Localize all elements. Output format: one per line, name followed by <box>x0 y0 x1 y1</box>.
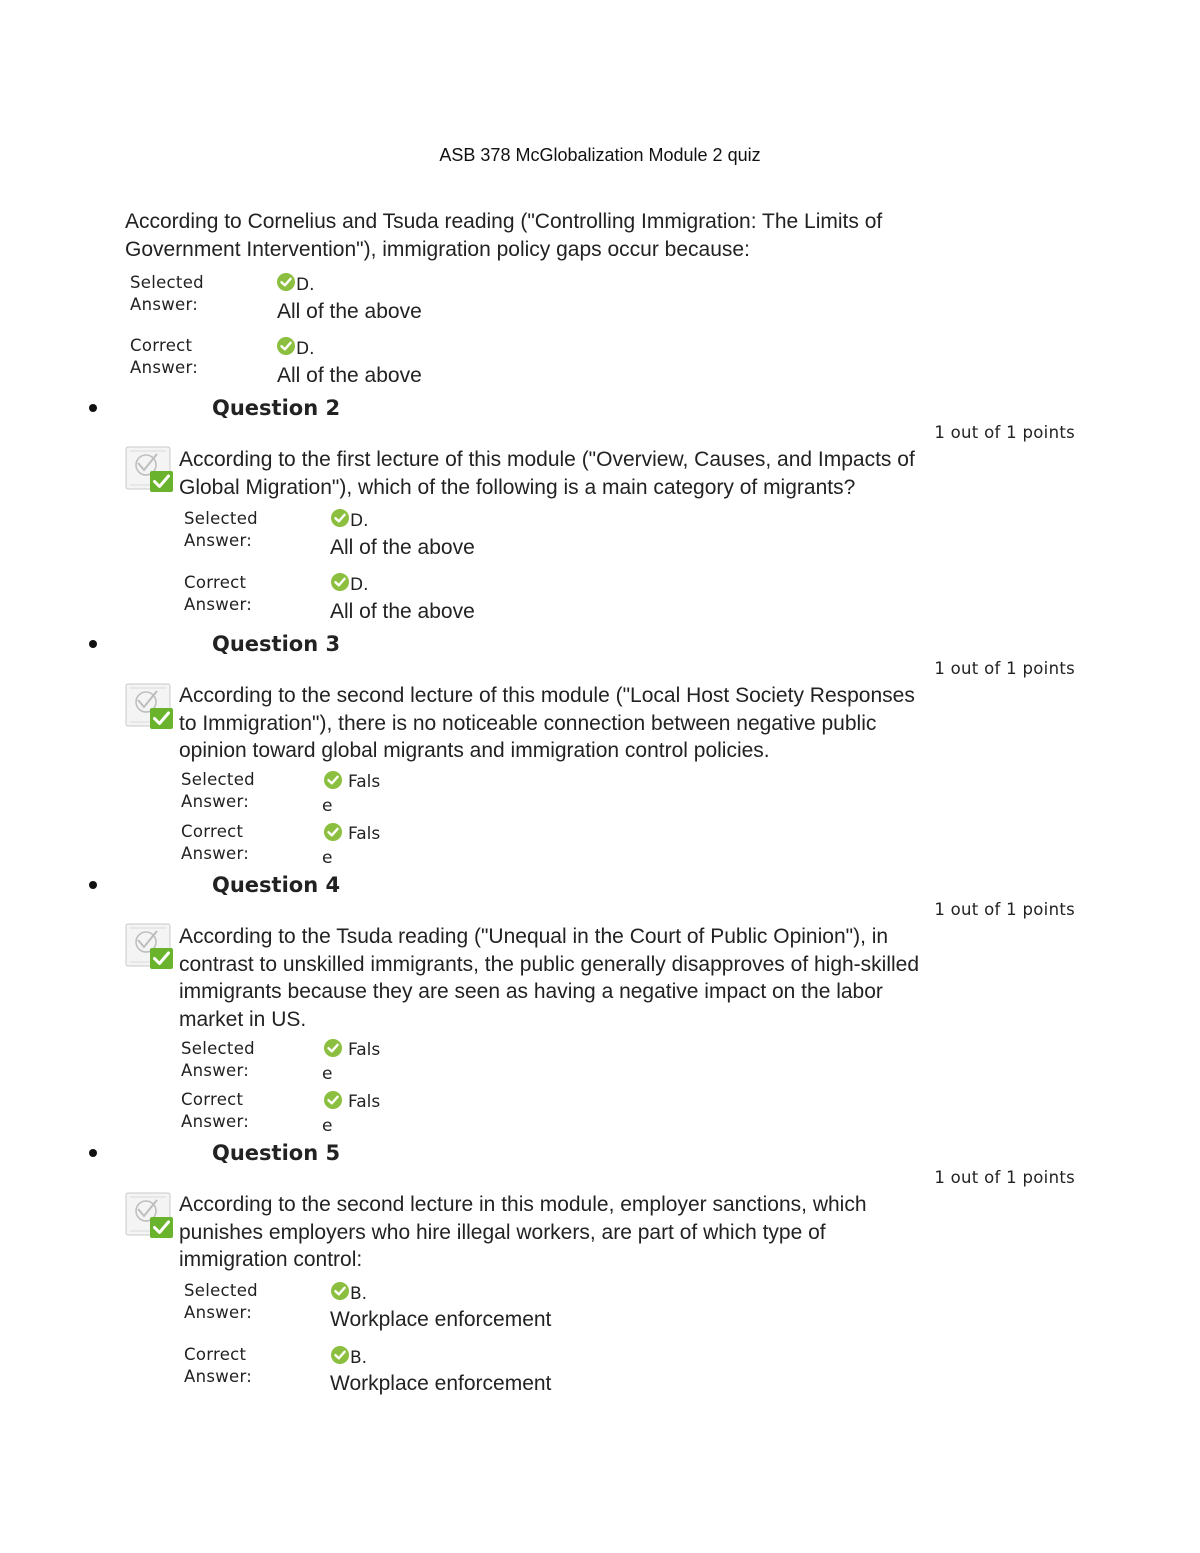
selected-answer-text: All of the above <box>277 300 422 323</box>
correct-answer-label: Correct Answer: <box>184 573 253 614</box>
check-circle-icon <box>277 337 295 355</box>
question-4-heading: Question 4 <box>212 873 341 897</box>
correct-answer-label: Correct Answer: <box>181 822 250 863</box>
correct-answer-text-wrap: e <box>322 1116 333 1136</box>
correct-answer-text-wrap: e <box>322 848 333 868</box>
bullet-icon <box>89 404 97 412</box>
selected-answer-letter: D. <box>296 275 315 295</box>
selected-answer-label: Selected Answer: <box>184 509 258 550</box>
bullet-icon <box>89 640 97 648</box>
graded-document-icon <box>124 1190 176 1240</box>
correct-answer-letter: D. <box>296 339 315 359</box>
question-3-text: According to the second lecture of this module ("Local Host Society Responses to Immigration"), there is no noticeable connection between negative public opinion toward global migrants and immigration control policies. <box>179 684 915 762</box>
check-circle-icon <box>324 1039 342 1057</box>
question-3-points: 1 out of 1 points <box>934 659 1075 678</box>
question-5-text: According to the second lecture in this module, employer sanctions, which punishes employers who hire illegal workers, are part of which type of immigration control: <box>179 1193 867 1271</box>
question-2-heading: Question 2 <box>212 396 341 420</box>
check-circle-icon <box>331 1282 349 1300</box>
question-5-heading: Question 5 <box>212 1141 341 1165</box>
check-circle-icon <box>331 509 349 527</box>
selected-answer-letter: D. <box>350 511 369 531</box>
selected-answer-label: Selected Answer: <box>181 770 255 811</box>
correct-answer-text: Workplace enforcement <box>330 1372 552 1395</box>
bullet-icon <box>89 881 97 889</box>
correct-answer-text: All of the above <box>330 600 475 623</box>
question-4-text: According to the Tsuda reading ("Unequal in the Court of Public Opinion"), in contrast to unskilled immigrants, the public generally disapproves of high-skilled immigrants because they are seen as having a negative impact on the labor market in US. <box>179 925 920 1031</box>
correct-answer-label: Correct Answer: <box>184 1345 253 1386</box>
check-circle-icon <box>277 273 295 291</box>
selected-answer-letter: B. <box>350 1284 368 1304</box>
question-1-text: According to Cornelius and Tsuda reading ("Controlling Immigration: The Limits of Government Intervention"), immigration policy gaps occur because: <box>125 210 883 261</box>
selected-answer-text: Fals <box>348 772 381 792</box>
graded-document-icon <box>124 921 176 971</box>
graded-document-icon <box>124 681 176 731</box>
correct-answer-label: Correct Answer: <box>130 336 199 377</box>
check-circle-icon <box>331 1346 349 1364</box>
selected-answer-text-wrap: e <box>322 796 333 816</box>
question-2-points: 1 out of 1 points <box>934 423 1075 442</box>
question-5-points: 1 out of 1 points <box>934 1168 1075 1187</box>
correct-answer-label: Correct Answer: <box>181 1090 250 1131</box>
correct-answer-letter: B. <box>350 1348 368 1368</box>
bullet-icon <box>89 1149 97 1157</box>
selected-answer-label: Selected Answer: <box>130 273 204 314</box>
graded-document-icon <box>124 444 176 494</box>
selected-answer-label: Selected Answer: <box>181 1039 255 1080</box>
check-circle-icon <box>324 771 342 789</box>
check-circle-icon <box>324 1091 342 1109</box>
correct-answer-letter: D. <box>350 575 369 595</box>
selected-answer-text: Workplace enforcement <box>330 1308 552 1331</box>
correct-answer-text: Fals <box>348 1092 381 1112</box>
correct-answer-text: Fals <box>348 824 381 844</box>
page-title: ASB 378 McGlobalization Module 2 quiz <box>439 145 761 165</box>
question-2-text: According to the first lecture of this module ("Overview, Causes, and Impacts of Global Migration"), which of the following is a main category of migrants? <box>179 448 915 499</box>
question-3-heading: Question 3 <box>212 632 341 656</box>
check-circle-icon <box>324 823 342 841</box>
selected-answer-text: Fals <box>348 1040 381 1060</box>
selected-answer-text: All of the above <box>330 536 475 559</box>
correct-answer-text: All of the above <box>277 364 422 387</box>
selected-answer-text-wrap: e <box>322 1064 333 1084</box>
question-4-points: 1 out of 1 points <box>934 900 1075 919</box>
check-circle-icon <box>331 573 349 591</box>
selected-answer-label: Selected Answer: <box>184 1281 258 1322</box>
